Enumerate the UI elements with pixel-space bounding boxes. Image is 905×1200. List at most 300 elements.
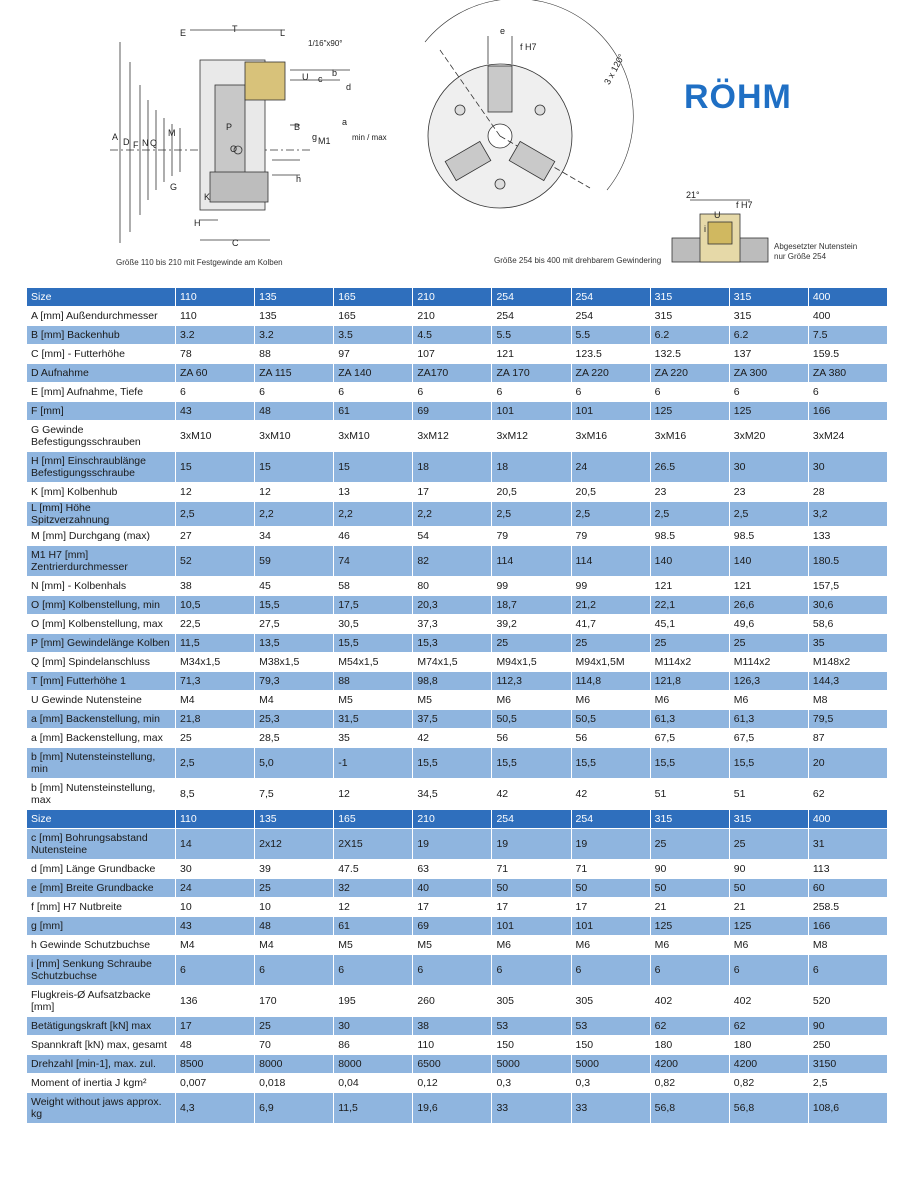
table-cell: 17 [413, 898, 492, 917]
table-cell: 137 [729, 345, 808, 364]
table-cell: 3.2 [255, 326, 334, 345]
table-cell: M6 [729, 936, 808, 955]
table-cell: 90 [650, 860, 729, 879]
table-cell: 98,8 [413, 672, 492, 691]
table-row [27, 596, 888, 615]
table-cell: 315 [650, 288, 729, 307]
table-cell: 19,6 [413, 1093, 492, 1124]
table-cell: M6 [729, 691, 808, 710]
table-cell: 254 [492, 307, 571, 326]
table-cell: 6 [650, 383, 729, 402]
table-cell: 61 [334, 917, 413, 936]
table-cell: 38 [176, 577, 255, 596]
table-row [27, 634, 888, 653]
table-cell: 315 [729, 288, 808, 307]
table-cell: 121 [650, 577, 729, 596]
svg-text:M: M [168, 128, 176, 138]
svg-text:F: F [133, 140, 139, 150]
table-cell: 3xM10 [334, 421, 413, 452]
table-cell: 0,12 [413, 1074, 492, 1093]
table-cell: 114,8 [571, 672, 650, 691]
table-cell: 8000 [334, 1055, 413, 1074]
table-cell: 98.5 [650, 527, 729, 546]
table-cell: 12 [334, 898, 413, 917]
row-label: F [mm] [27, 402, 176, 421]
table-cell: 0,007 [176, 1074, 255, 1093]
table-cell: 315 [650, 810, 729, 829]
table-cell: 125 [650, 917, 729, 936]
svg-text:1/16"x90°: 1/16"x90° [308, 39, 343, 48]
table-cell: 24 [571, 452, 650, 483]
table-cell: 315 [729, 810, 808, 829]
table-cell: 32 [334, 879, 413, 898]
table-cell: 25 [255, 1017, 334, 1036]
table-cell: 10,5 [176, 596, 255, 615]
table-cell: 170 [255, 986, 334, 1017]
table-cell: M4 [176, 936, 255, 955]
svg-text:b: b [332, 68, 338, 78]
table-cell: 3xM16 [571, 421, 650, 452]
table-row [27, 615, 888, 634]
table-cell: 6 [571, 955, 650, 986]
row-label: Drehzahl [min-1], max. zul. [27, 1055, 176, 1074]
table-cell: 210 [413, 307, 492, 326]
table-cell: 6 [808, 383, 887, 402]
table-cell: 27 [176, 527, 255, 546]
table-cell: 7.5 [808, 326, 887, 345]
right-drawing-caption-2: nur Größe 254 [774, 252, 827, 261]
table-row [27, 691, 888, 710]
table-cell: 28 [808, 483, 887, 502]
table-row [27, 483, 888, 502]
table-cell: 3xM16 [650, 421, 729, 452]
row-label: M [mm] Durchgang (max) [27, 527, 176, 546]
svg-text:e: e [500, 26, 506, 36]
table-cell: 12 [255, 483, 334, 502]
table-cell: 165 [334, 810, 413, 829]
table-cell: 30 [176, 860, 255, 879]
table-cell: 125 [650, 402, 729, 421]
table-cell: 165 [334, 288, 413, 307]
table-cell: 25 [492, 634, 571, 653]
table-cell: 6 [729, 955, 808, 986]
row-label: P [mm] Gewindelänge Kolben [27, 634, 176, 653]
table-cell: 50,5 [571, 710, 650, 729]
table-cell: 42 [492, 779, 571, 810]
table-row [27, 307, 888, 326]
table-cell: 62 [650, 1017, 729, 1036]
table-cell: ZA 115 [255, 364, 334, 383]
table-cell: ZA170 [413, 364, 492, 383]
table-cell: 5000 [571, 1055, 650, 1074]
svg-text:B: B [294, 122, 301, 132]
table-cell: 2,2 [334, 502, 413, 527]
table-cell: 25 [729, 829, 808, 860]
table-cell: 126,3 [729, 672, 808, 691]
table-cell: 47.5 [334, 860, 413, 879]
table-row [27, 1093, 888, 1124]
table-cell: 180 [650, 1036, 729, 1055]
table-cell: 195 [334, 986, 413, 1017]
table-cell: 22,5 [176, 615, 255, 634]
row-label: Weight without jaws approx. kg [27, 1093, 176, 1124]
table-cell: 25 [571, 634, 650, 653]
table-cell: 48 [255, 402, 334, 421]
table-cell: 20 [808, 748, 887, 779]
table-cell: M114x2 [650, 653, 729, 672]
table-cell: M4 [255, 691, 334, 710]
table-cell: 19 [492, 829, 571, 860]
front-view-drawing [425, 0, 633, 208]
table-cell: 6 [650, 955, 729, 986]
row-label: C [mm] - Futterhöhe [27, 345, 176, 364]
table-cell: 135 [255, 288, 334, 307]
table-cell: 18,7 [492, 596, 571, 615]
svg-text:P: P [226, 122, 233, 132]
table-cell: 210 [413, 288, 492, 307]
table-cell: 15,5 [413, 748, 492, 779]
svg-text:O: O [230, 144, 238, 154]
table-cell: 71 [571, 860, 650, 879]
table-cell: 37,5 [413, 710, 492, 729]
table-cell: 53 [571, 1017, 650, 1036]
table-row [27, 383, 888, 402]
table-cell: 50 [571, 879, 650, 898]
table-cell: 3xM12 [492, 421, 571, 452]
svg-text:f H7: f H7 [736, 200, 753, 210]
table-cell: 6 [492, 955, 571, 986]
table-cell: 0,018 [255, 1074, 334, 1093]
rohm-logo: RÖHM [684, 78, 792, 116]
table-cell: 40 [413, 879, 492, 898]
table-cell: 25 [255, 879, 334, 898]
middle-drawing-caption: Größe 254 bis 400 mit drehbarem Gewindering [494, 256, 662, 265]
svg-text:N: N [142, 138, 149, 148]
table-cell: 6500 [413, 1055, 492, 1074]
table-cell: 43 [176, 917, 255, 936]
table-cell: 101 [492, 402, 571, 421]
row-label: H [mm] Einschraublänge Befestigungsschraube [27, 452, 176, 483]
svg-text:h: h [296, 174, 302, 184]
table-cell: 34,5 [413, 779, 492, 810]
table-cell: 43 [176, 402, 255, 421]
table-cell: 69 [413, 917, 492, 936]
table-cell: 49,6 [729, 615, 808, 634]
row-label: A [mm] Außendurchmesser [27, 307, 176, 326]
table-cell: 42 [413, 729, 492, 748]
table-row [27, 364, 888, 383]
table-cell: 210 [413, 810, 492, 829]
table-cell: 0,04 [334, 1074, 413, 1093]
table-cell: 8500 [176, 1055, 255, 1074]
svg-text:E: E [180, 28, 187, 38]
table-cell: 20,3 [413, 596, 492, 615]
table-cell: 254 [492, 288, 571, 307]
row-label: E [mm] Aufnahme, Tiefe [27, 383, 176, 402]
table-cell: 78 [176, 345, 255, 364]
table-cell: 11,5 [334, 1093, 413, 1124]
table-cell: 82 [413, 546, 492, 577]
table-cell: 10 [255, 898, 334, 917]
svg-text:f H7: f H7 [520, 42, 537, 52]
table-row [27, 779, 888, 810]
svg-text:U: U [302, 72, 309, 82]
table-cell: 25 [650, 829, 729, 860]
table-cell: 180.5 [808, 546, 887, 577]
table-cell: 3150 [808, 1055, 887, 1074]
row-label: U Gewinde Nutensteine [27, 691, 176, 710]
left-drawing-caption: Größe 110 bis 210 mit Festgewinde am Kolben [116, 258, 283, 267]
table-cell: 110 [413, 1036, 492, 1055]
table-cell: 15,5 [255, 596, 334, 615]
svg-text:G: G [170, 182, 178, 192]
table-row [27, 879, 888, 898]
table-cell: 166 [808, 402, 887, 421]
table-cell: 136 [176, 986, 255, 1017]
table-cell: 35 [808, 634, 887, 653]
table-cell: M6 [650, 936, 729, 955]
table-cell: 74 [334, 546, 413, 577]
table-cell: ZA 300 [729, 364, 808, 383]
table-cell: 0,82 [729, 1074, 808, 1093]
svg-text:T: T [232, 24, 238, 34]
table-cell: M8 [808, 936, 887, 955]
table-row [27, 452, 888, 483]
table-cell: 254 [571, 307, 650, 326]
table-cell: 71,3 [176, 672, 255, 691]
table-cell: 31 [808, 829, 887, 860]
table-cell: 46 [334, 527, 413, 546]
table-cell: 157,5 [808, 577, 887, 596]
table-cell: 62 [808, 779, 887, 810]
table-cell: 6,9 [255, 1093, 334, 1124]
table-cell: 10 [176, 898, 255, 917]
table-row [27, 860, 888, 879]
table-cell: 51 [729, 779, 808, 810]
table-cell: 41,7 [571, 615, 650, 634]
table-cell: 6 [334, 383, 413, 402]
svg-text:M1: M1 [318, 136, 331, 146]
table-row [27, 936, 888, 955]
table-cell: 113 [808, 860, 887, 879]
table-cell: M148x2 [808, 653, 887, 672]
row-label: M1 H7 [mm] Zentrierdurchmesser [27, 546, 176, 577]
table-cell: 110 [176, 288, 255, 307]
table-cell: 30,5 [334, 615, 413, 634]
table-cell: 121,8 [650, 672, 729, 691]
table-cell: 258.5 [808, 898, 887, 917]
table-cell: 15,5 [492, 748, 571, 779]
table-cell: 50 [492, 879, 571, 898]
table-cell: 23 [729, 483, 808, 502]
table-cell: 402 [650, 986, 729, 1017]
table-cell: M5 [334, 691, 413, 710]
table-cell: 19 [413, 829, 492, 860]
table-cell: 121 [729, 577, 808, 596]
table-cell: 5000 [492, 1055, 571, 1074]
table-cell: 7,5 [255, 779, 334, 810]
row-label: a [mm] Backenstellung, min [27, 710, 176, 729]
table-cell: 56,8 [729, 1093, 808, 1124]
row-label: Betätigungskraft [kN] max [27, 1017, 176, 1036]
table-row [27, 1036, 888, 1055]
table-cell: 150 [571, 1036, 650, 1055]
table-cell: 14 [176, 829, 255, 860]
table-cell: 67,5 [650, 729, 729, 748]
table-cell: 110 [176, 810, 255, 829]
table-row [27, 421, 888, 452]
table-row [27, 917, 888, 936]
table-cell: 50,5 [492, 710, 571, 729]
table-cell: 140 [650, 546, 729, 577]
row-label: Q [mm] Spindelanschluss [27, 653, 176, 672]
svg-text:21°: 21° [686, 190, 700, 200]
table-cell: 99 [571, 577, 650, 596]
table-cell: M6 [650, 691, 729, 710]
row-label: Size [27, 810, 176, 829]
table-cell: 61 [334, 402, 413, 421]
table-cell: 30,6 [808, 596, 887, 615]
table-cell: 23 [650, 483, 729, 502]
row-label: O [mm] Kolbenstellung, min [27, 596, 176, 615]
table-cell: 50 [729, 879, 808, 898]
row-label: O [mm] Kolbenstellung, max [27, 615, 176, 634]
table-cell: 50 [650, 879, 729, 898]
table-cell: 97 [334, 345, 413, 364]
table-cell: 88 [334, 672, 413, 691]
table-row [27, 829, 888, 860]
table-cell: M34x1,5 [176, 653, 255, 672]
table-cell: 88 [255, 345, 334, 364]
table-cell: 25 [729, 634, 808, 653]
table-row [27, 577, 888, 596]
table-cell: 61,3 [650, 710, 729, 729]
table-row [27, 729, 888, 748]
table-row [27, 402, 888, 421]
table-cell: 108,6 [808, 1093, 887, 1124]
table-cell: 15 [255, 452, 334, 483]
table-cell: 3.5 [334, 326, 413, 345]
table-cell: 0,82 [650, 1074, 729, 1093]
table-cell: M38x1,5 [255, 653, 334, 672]
svg-text:c: c [318, 74, 323, 84]
table-cell: 13 [334, 483, 413, 502]
table-cell: 99 [492, 577, 571, 596]
table-cell: 6 [729, 383, 808, 402]
table-row [27, 1055, 888, 1074]
table-cell: M6 [492, 691, 571, 710]
table-row [27, 345, 888, 364]
table-cell: 2x12 [255, 829, 334, 860]
table-cell: M5 [334, 936, 413, 955]
table-cell: 54 [413, 527, 492, 546]
table-cell: ZA 380 [808, 364, 887, 383]
table-row [27, 527, 888, 546]
table-cell: 4.5 [413, 326, 492, 345]
chuck-drawings [0, 0, 905, 280]
table-cell: 60 [808, 879, 887, 898]
table-cell: 140 [729, 546, 808, 577]
table-cell: 20,5 [571, 483, 650, 502]
table-cell: 25 [176, 729, 255, 748]
table-cell: 2,2 [413, 502, 492, 527]
table-cell: 6 [255, 955, 334, 986]
svg-text:min / max: min / max [352, 133, 387, 142]
table-cell: 5.5 [571, 326, 650, 345]
table-cell: 114 [571, 546, 650, 577]
table-cell: 21 [729, 898, 808, 917]
table-cell: 12 [334, 779, 413, 810]
table-cell: 58 [334, 577, 413, 596]
table-cell: 133 [808, 527, 887, 546]
table-row [27, 672, 888, 691]
table-cell: 132.5 [650, 345, 729, 364]
row-label: K [mm] Kolbenhub [27, 483, 176, 502]
svg-text:U: U [714, 210, 721, 220]
table-cell: 110 [176, 307, 255, 326]
table-cell: 6 [255, 383, 334, 402]
table-cell: 21,2 [571, 596, 650, 615]
table-cell: 112,3 [492, 672, 571, 691]
table-cell: 63 [413, 860, 492, 879]
table-cell: 86 [334, 1036, 413, 1055]
row-label: c [mm] Bohrungsabstand Nutensteine [27, 829, 176, 860]
table-cell: 400 [808, 810, 887, 829]
row-label: Spannkraft [kN) max, gesamt [27, 1036, 176, 1055]
table-cell: 6 [413, 955, 492, 986]
table-cell: 18 [413, 452, 492, 483]
table-cell: 56,8 [650, 1093, 729, 1124]
table-cell: 25,3 [255, 710, 334, 729]
row-label: a [mm] Backenstellung, max [27, 729, 176, 748]
table-cell: 79,5 [808, 710, 887, 729]
table-cell: 2,5 [729, 502, 808, 527]
table-cell: 26.5 [650, 452, 729, 483]
table-cell: 6 [413, 383, 492, 402]
table-cell: 13,5 [255, 634, 334, 653]
table-cell: 121 [492, 345, 571, 364]
table-cell: 315 [650, 307, 729, 326]
table-cell: 59 [255, 546, 334, 577]
spec-table [26, 287, 888, 1124]
table-cell: 33 [492, 1093, 571, 1124]
table-cell: 315 [729, 307, 808, 326]
row-label: G Gewinde Befestigungsschrauben [27, 421, 176, 452]
table-cell: 39 [255, 860, 334, 879]
table-cell: 19 [571, 829, 650, 860]
table-cell: ZA 60 [176, 364, 255, 383]
table-cell: M8 [808, 691, 887, 710]
svg-text:d: d [346, 82, 352, 92]
table-cell: ZA 220 [650, 364, 729, 383]
table-cell: M94x1,5 [492, 653, 571, 672]
table-cell: 2,5 [571, 502, 650, 527]
table-row [27, 502, 888, 527]
table-cell: 3,2 [808, 502, 887, 527]
table-cell: 37,3 [413, 615, 492, 634]
table-cell: M6 [571, 691, 650, 710]
row-label: g [mm] [27, 917, 176, 936]
svg-text:Q: Q [150, 138, 158, 148]
table-cell: 15,5 [334, 634, 413, 653]
table-header-row [27, 810, 888, 829]
table-cell: 8000 [255, 1055, 334, 1074]
table-cell: 144,3 [808, 672, 887, 691]
table-cell: 15 [334, 452, 413, 483]
table-cell: ZA 220 [571, 364, 650, 383]
table-cell: 30 [729, 452, 808, 483]
table-cell: 90 [729, 860, 808, 879]
